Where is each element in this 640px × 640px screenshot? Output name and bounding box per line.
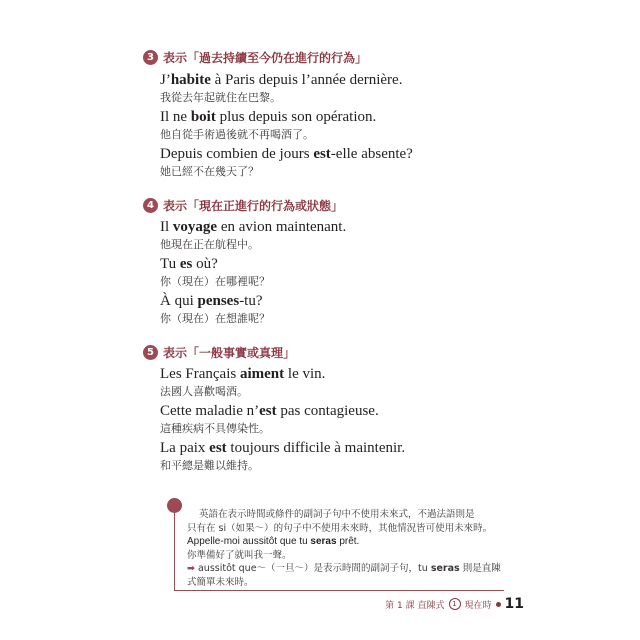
- section-title: 表示「過去持續至今仍在進行的行為」: [163, 50, 368, 65]
- page-number: 11: [504, 596, 524, 612]
- section-number-badge: 3: [143, 50, 158, 65]
- note-text-line-1: 英語在表示時間或條件的副詞子句中不使用未來式，不過法語則是: [199, 509, 475, 520]
- chinese-translation: 法國人喜歡喝酒。: [160, 385, 248, 398]
- lesson-label: 第 1 課 直陳式: [385, 600, 445, 611]
- french-sentence: Depuis combien de jours est-elle absente?: [160, 146, 413, 162]
- chinese-translation: 我從去年起就住在巴黎。: [160, 91, 281, 104]
- section-number-badge: 4: [143, 198, 158, 213]
- french-sentence: La paix est toujours difficile à maintenir.: [160, 440, 406, 456]
- verb-highlight: habite: [170, 72, 211, 88]
- note-explanation-line-2: 式簡單未來時。: [187, 576, 254, 588]
- example-4-3: [160, 292, 520, 326]
- chinese-translation: 這種疾病不具傳染性。: [160, 422, 270, 435]
- verb-highlight: est: [313, 146, 331, 162]
- circled-number: 1: [449, 598, 461, 610]
- section-heading-4: [143, 196, 343, 214]
- chinese-translation: 你（現在）在哪裡呢？: [160, 275, 270, 288]
- note-example-french: Appelle-moi aussitôt que tu seras prêt.: [187, 536, 360, 547]
- example-5-3: [160, 439, 520, 473]
- note-marker-icon: [167, 498, 182, 513]
- example-4-1: [160, 218, 520, 252]
- section-title: 表示「一般事實或真理」: [163, 345, 296, 360]
- verb-highlight: es: [179, 256, 193, 272]
- chinese-translation: 你（現在）在想誰呢？: [160, 312, 270, 325]
- verb-highlight: est: [209, 440, 227, 456]
- verb-highlight: voyage: [172, 219, 218, 235]
- french-sentence: Tu es où?: [160, 256, 218, 272]
- verb-highlight: est: [259, 403, 277, 419]
- chinese-translation: 她已經不在幾天了？: [160, 165, 259, 178]
- verb-highlight: boit: [190, 109, 216, 125]
- french-sentence: J’habite à Paris depuis l’année dernière.: [160, 72, 403, 88]
- bullet-dot-icon: [496, 602, 501, 607]
- chinese-translation: 和平總是難以維持。: [160, 459, 259, 472]
- chinese-translation: 他現在正在航程中。: [160, 238, 259, 251]
- grammar-note-box: [174, 505, 504, 591]
- french-sentence: À qui penses-tu?: [160, 293, 263, 309]
- note-example-chinese: 你準備好了就叫我一聲。: [187, 549, 292, 561]
- verb-highlight: seras: [430, 563, 460, 574]
- french-sentence: Il ne boit plus depuis son opération.: [160, 109, 377, 125]
- example-5-1: [160, 365, 520, 399]
- section-title: 表示「現在正進行的行為或狀態」: [163, 198, 344, 213]
- note-explanation-line-1: ➡ aussitôt que～（一旦～）是表示時間的副詞子句，tu seras 則是直陳: [187, 563, 501, 574]
- chinese-translation: 他自從手術過後就不再喝酒了。: [160, 128, 314, 141]
- tense-label: 現在時: [464, 600, 492, 611]
- verb-highlight: seras: [310, 536, 337, 547]
- example-5-2: [160, 402, 520, 436]
- arrow-right-icon: ➡: [187, 563, 195, 574]
- french-sentence: Il voyage en avion maintenant.: [160, 219, 347, 235]
- section-number-badge: 5: [143, 345, 158, 360]
- french-sentence: Les Français aiment le vin.: [160, 366, 326, 382]
- example-3-1: [160, 71, 520, 105]
- section-heading-5: [143, 343, 295, 361]
- example-4-2: [160, 255, 520, 289]
- verb-highlight: penses: [197, 293, 240, 309]
- verb-highlight: aiment: [239, 366, 285, 382]
- example-3-3: [160, 145, 520, 179]
- section-heading-3: [143, 48, 367, 66]
- example-3-2: [160, 108, 520, 142]
- french-sentence: Cette maladie n’est pas contagieuse.: [160, 403, 379, 419]
- note-text-line-2: 只有在 si（如果～）的句子中不使用未來時，其他情況皆可使用未來時。: [187, 522, 493, 534]
- page-footer: [385, 596, 524, 612]
